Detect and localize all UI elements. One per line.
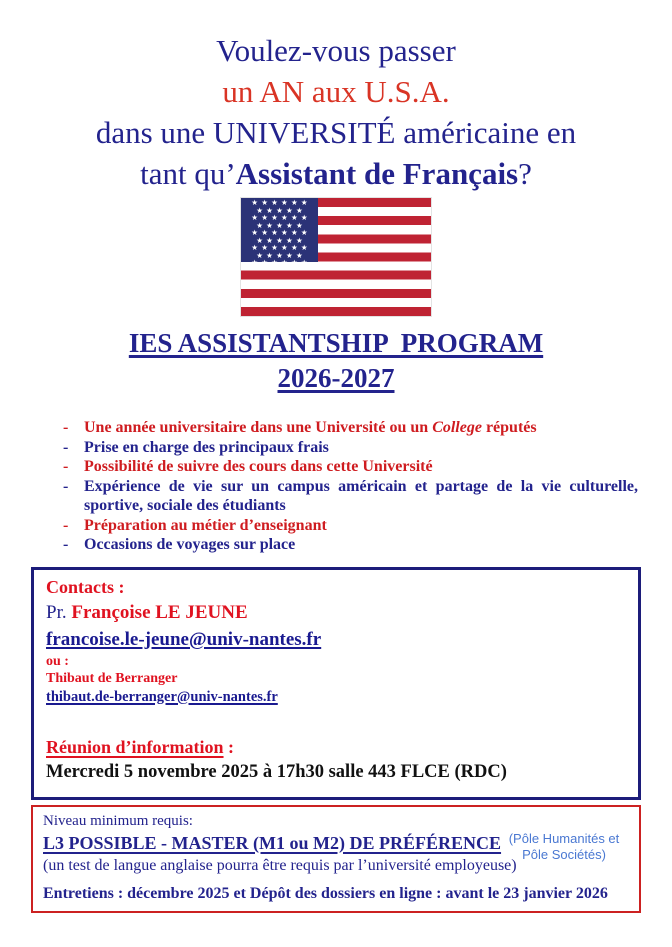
contact-2-email-link[interactable]: thibaut.de-berranger@univ-nantes.fr	[46, 688, 278, 705]
flag-star-row: ★★★★★★	[251, 258, 311, 267]
meeting-heading: Réunion d’information :	[46, 736, 235, 757]
headline-line-4-suffix: ?	[518, 156, 532, 191]
flag-star-row: ★★★★★	[256, 220, 306, 230]
flag-star-row: ★★★★★	[256, 235, 306, 245]
benefit-item-1	[63, 418, 638, 438]
program-heading	[0, 326, 672, 396]
benefits-list	[63, 418, 638, 555]
spacer	[46, 707, 626, 735]
contacts-heading: Contacts :	[46, 576, 125, 597]
or-label: ou :	[46, 653, 69, 669]
benefit-text: Préparation au métier d’enseignant	[84, 516, 327, 534]
benefit-item-2	[63, 438, 638, 458]
benefit-text: Occasions de voyages sur place	[84, 536, 296, 553]
us-flag-image	[241, 198, 431, 316]
bullet-dash: -	[63, 438, 69, 456]
flag-star-row: ★★★★★★	[251, 228, 311, 237]
pole-note	[495, 831, 633, 863]
headline-line-4-bold: Assistant de Français	[235, 156, 519, 191]
contact-1-email-link[interactable]: francoise.le-jeune@univ-nantes.fr	[46, 628, 322, 650]
bullet-dash: -	[63, 419, 69, 436]
us-flag-canton	[241, 198, 318, 267]
requirements-box	[31, 805, 641, 913]
contact-2-name: Thibaut de Berranger	[46, 670, 178, 686]
deadline-text: Entretiens : décembre 2025 et Dépôt des dossiers en ligne : avant le 23 janvier 2026	[43, 884, 608, 902]
meeting-details: Mercredi 5 novembre 2025 à 17h30 salle 443 FLCE (RDC)	[46, 761, 507, 782]
benefit-text: Prise en charge des principaux frais	[84, 438, 329, 456]
level-label: Niveau minimum requis:	[43, 812, 193, 829]
bullet-dash: -	[63, 458, 69, 475]
benefit-item-3	[63, 457, 638, 477]
flag-star-row: ★★★★★★	[251, 243, 311, 252]
program-title: IES ASSISTANTSHIP PROGRAM	[128, 328, 544, 358]
benefit-item-6	[63, 535, 638, 555]
flag-star-row: ★★★★★	[256, 205, 306, 215]
headline-line-4-prefix: tant qu’	[140, 156, 236, 191]
pole-note-line-1: (Pôle Humanités et	[508, 830, 620, 846]
bullet-dash: -	[63, 477, 69, 495]
benefit-text: Possibilité de suivre des cours dans cette Université	[84, 458, 433, 475]
contact-2-email-row	[46, 688, 626, 707]
bullet-dash: -	[63, 516, 69, 534]
flag-star-row: ★★★★★★	[251, 213, 311, 222]
level-requirement: L3 POSSIBLE - MASTER (M1 ou M2) DE PRÉFÉRENCE	[43, 832, 502, 853]
flag-star-row: ★★★★★	[256, 250, 306, 260]
headline	[0, 30, 672, 194]
benefit-item-5	[63, 516, 638, 536]
headline-line-3: dans une UNIVERSITÉ américaine en	[95, 115, 577, 150]
contact-1-name: Pr. Françoise LE JEUNE	[46, 601, 248, 623]
test-note: (un test de langue anglaise pourra être requis par l’université employeuse)	[43, 856, 517, 874]
benefit-text: Une année universitaire dans une Université ou un College réputés	[84, 419, 537, 436]
headline-line-4	[0, 153, 672, 194]
headline-line-1: Voulez-vous passer	[216, 33, 456, 68]
contact-1-email-row	[46, 626, 626, 653]
flag-star-row: ★★★★★★	[251, 198, 311, 207]
benefit-item-4	[63, 477, 638, 516]
headline-line-2: un AN aux U.S.A.	[222, 74, 450, 109]
pole-note-line-2: Pôle Sociétés)	[522, 846, 606, 862]
program-years: 2026-2027	[277, 363, 395, 393]
benefit-text: Expérience de vie sur un campus américain et partage de la vie culturelle, sportive, sociale des étudiants	[84, 477, 638, 514]
contacts-box	[31, 567, 641, 800]
bullet-dash: -	[63, 536, 69, 553]
